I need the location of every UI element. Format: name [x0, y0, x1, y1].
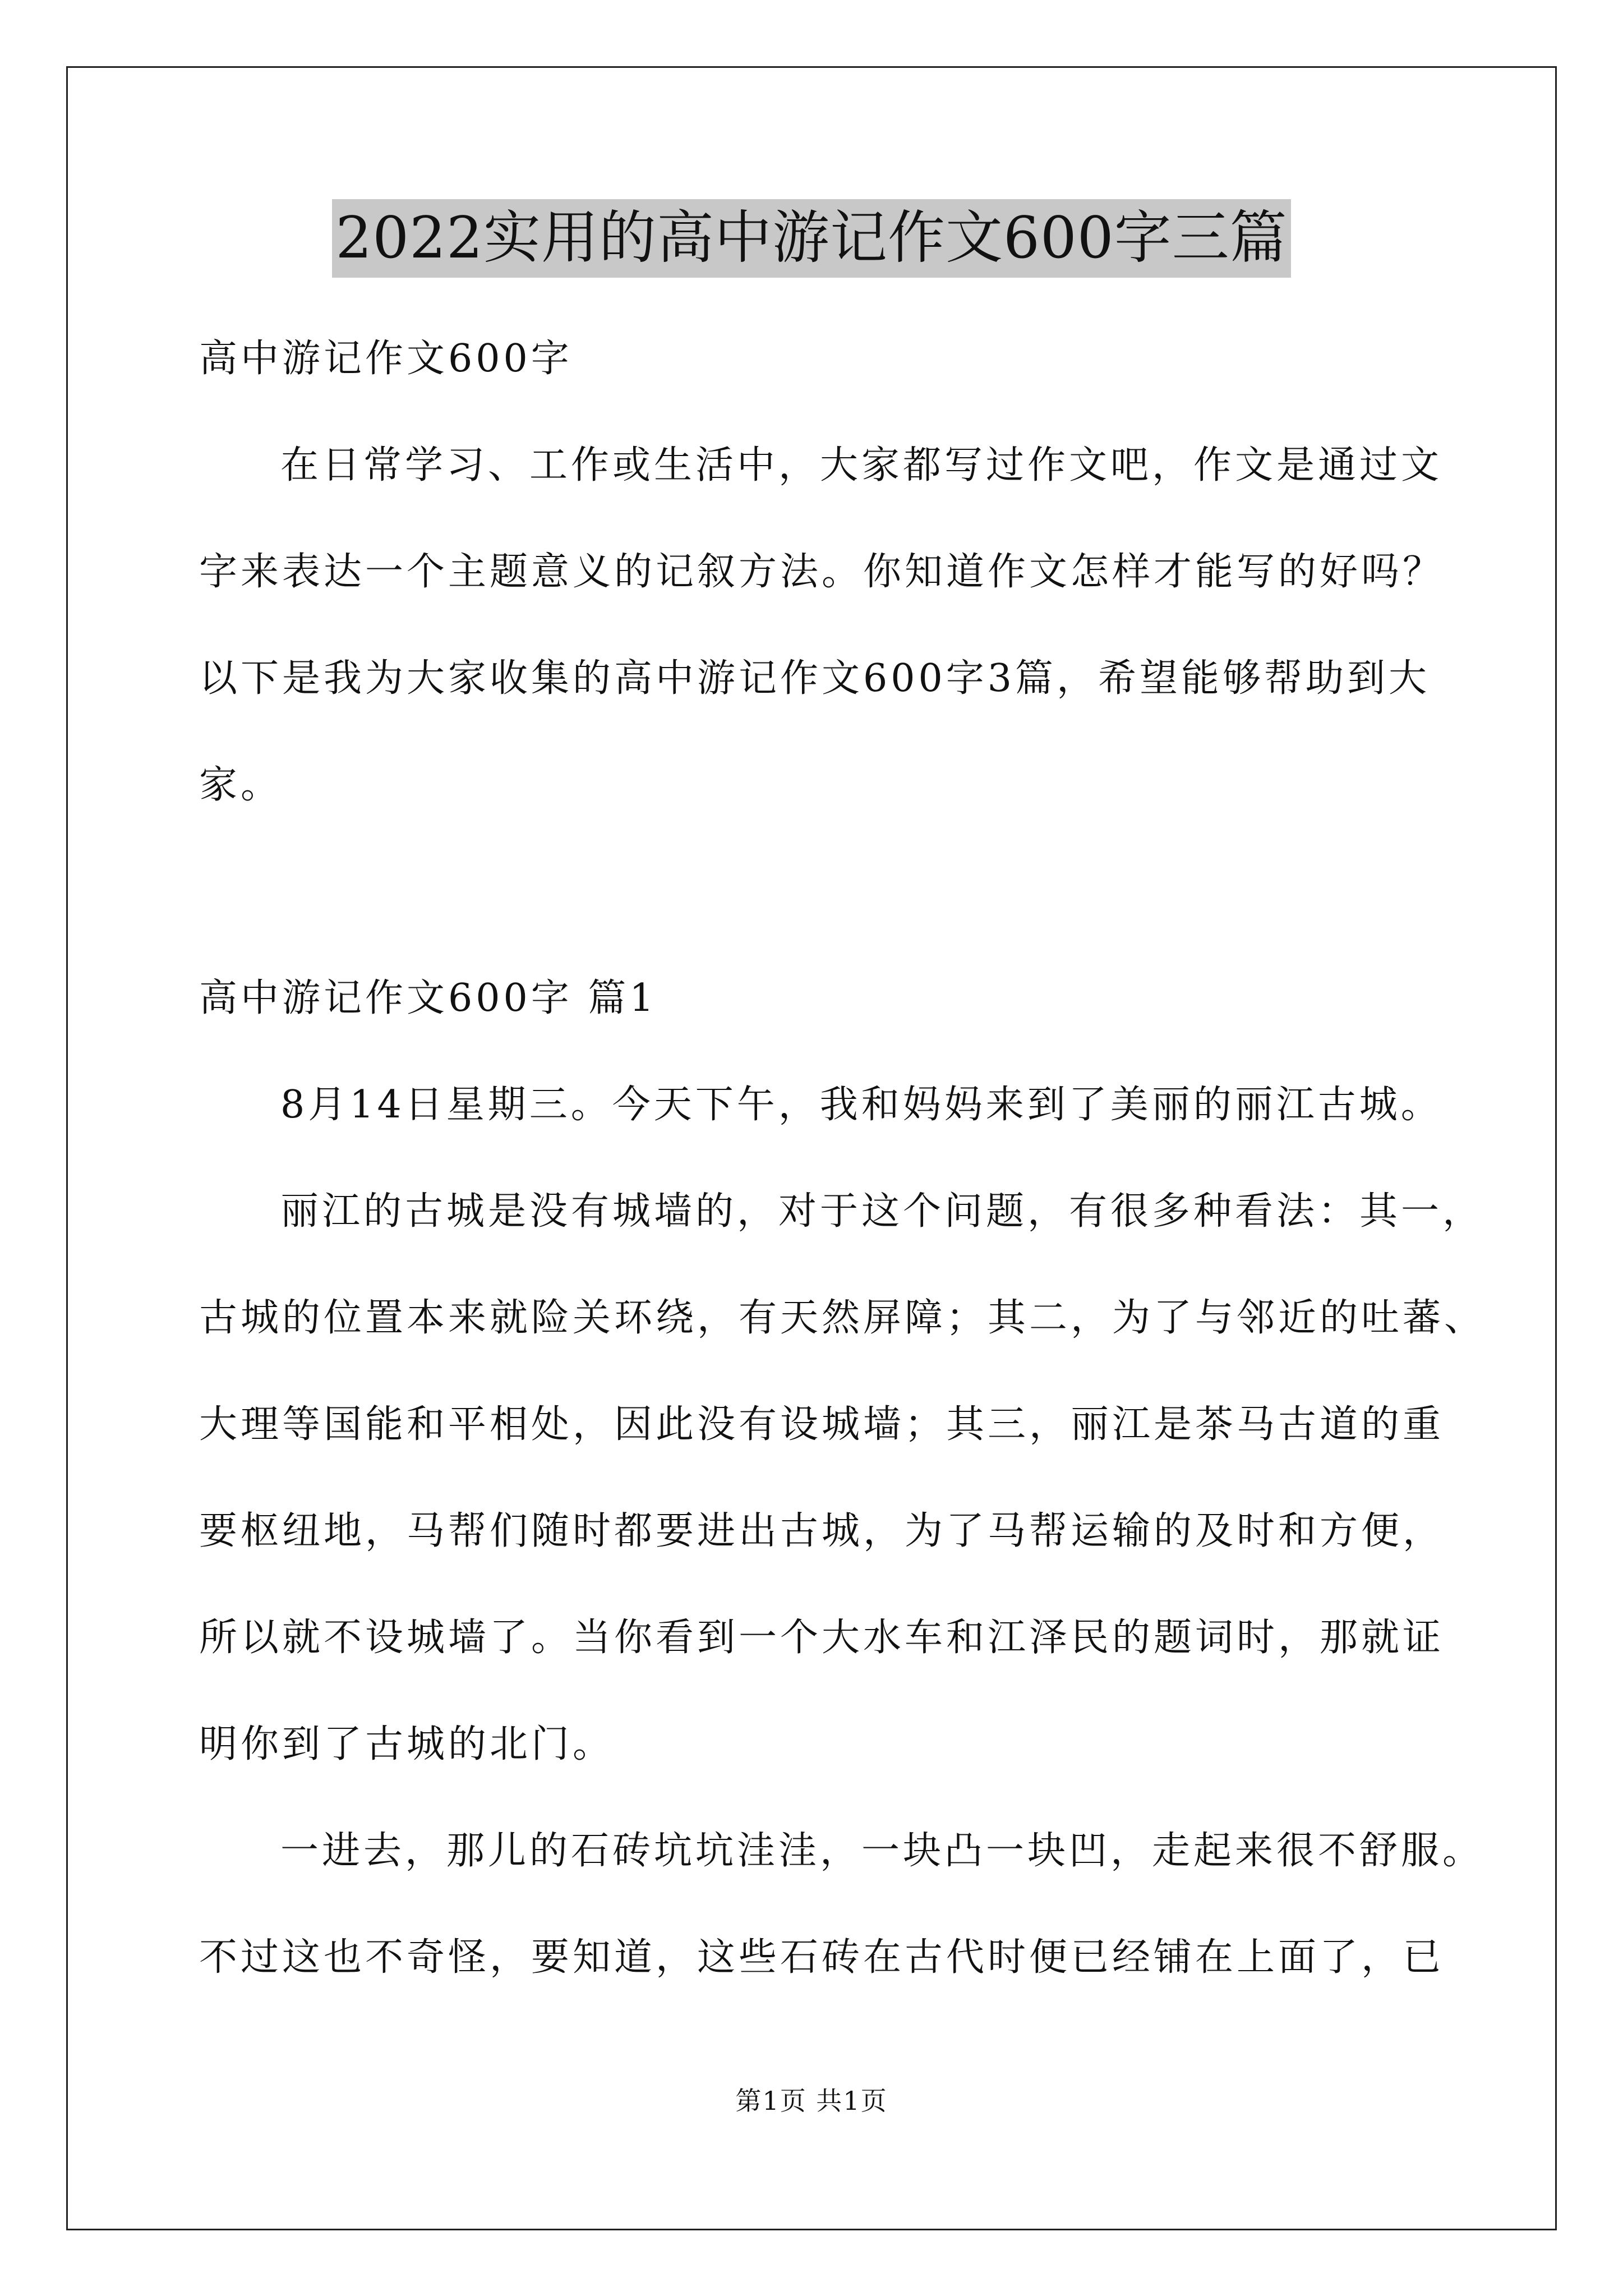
paragraph-line: 在日常学习、工作或生活中，大家都写过作文吧，作文是通过文 — [280, 443, 1443, 487]
paragraph-line: 要枢纽地，马帮们随时都要进出古城，为了马帮运输的及时和方便， — [199, 1509, 1445, 1553]
title-container — [0, 199, 1623, 278]
document-title: 2022实用的高中游记作文600字三篇 — [332, 199, 1290, 278]
paragraph-line: 所以就不设城墙了。当你看到一个大水车和江泽民的题词时，那就证 — [199, 1616, 1445, 1660]
section-heading: 高中游记作文600字 篇1 — [199, 976, 657, 1020]
paragraph-line: 家。 — [199, 763, 283, 807]
paragraph-line: 8月14日星期三。今天下午，我和妈妈来到了美丽的丽江古城。 — [280, 1083, 1442, 1127]
paragraph-line: 丽江的古城是没有城墙的，对于这个问题，有很多种看法：其一， — [280, 1189, 1484, 1234]
page-footer: 第1页 共1页 — [735, 2086, 888, 2116]
paragraph-line: 字来表达一个主题意义的记叙方法。你知道作文怎样才能写的好吗？ — [199, 550, 1445, 594]
document-body — [199, 306, 1486, 2011]
paragraph-line: 不过这也不奇怪，要知道，这些石砖在古代时便已经铺在上面了，已 — [199, 1935, 1445, 1980]
paragraph-line: 一进去，那儿的石砖坑坑洼洼，一块凸一块凹，走起来很不舒服。 — [280, 1829, 1484, 1873]
paragraph-line: 以下是我为大家收集的高中游记作文600字3篇，希望能够帮助到大 — [199, 656, 1431, 701]
blank-line — [199, 839, 1455, 945]
paragraph-line: 明你到了古城的北门。 — [199, 1722, 615, 1766]
paragraph-line: 大理等国能和平相处，因此没有设城墙；其三，丽江是茶马古道的重 — [199, 1402, 1445, 1447]
paragraph-line: 古城的位置本来就险关环绕，有天然屏障；其二，为了与邻近的吐蕃、 — [199, 1296, 1486, 1340]
section-heading: 高中游记作文600字 — [199, 337, 573, 381]
